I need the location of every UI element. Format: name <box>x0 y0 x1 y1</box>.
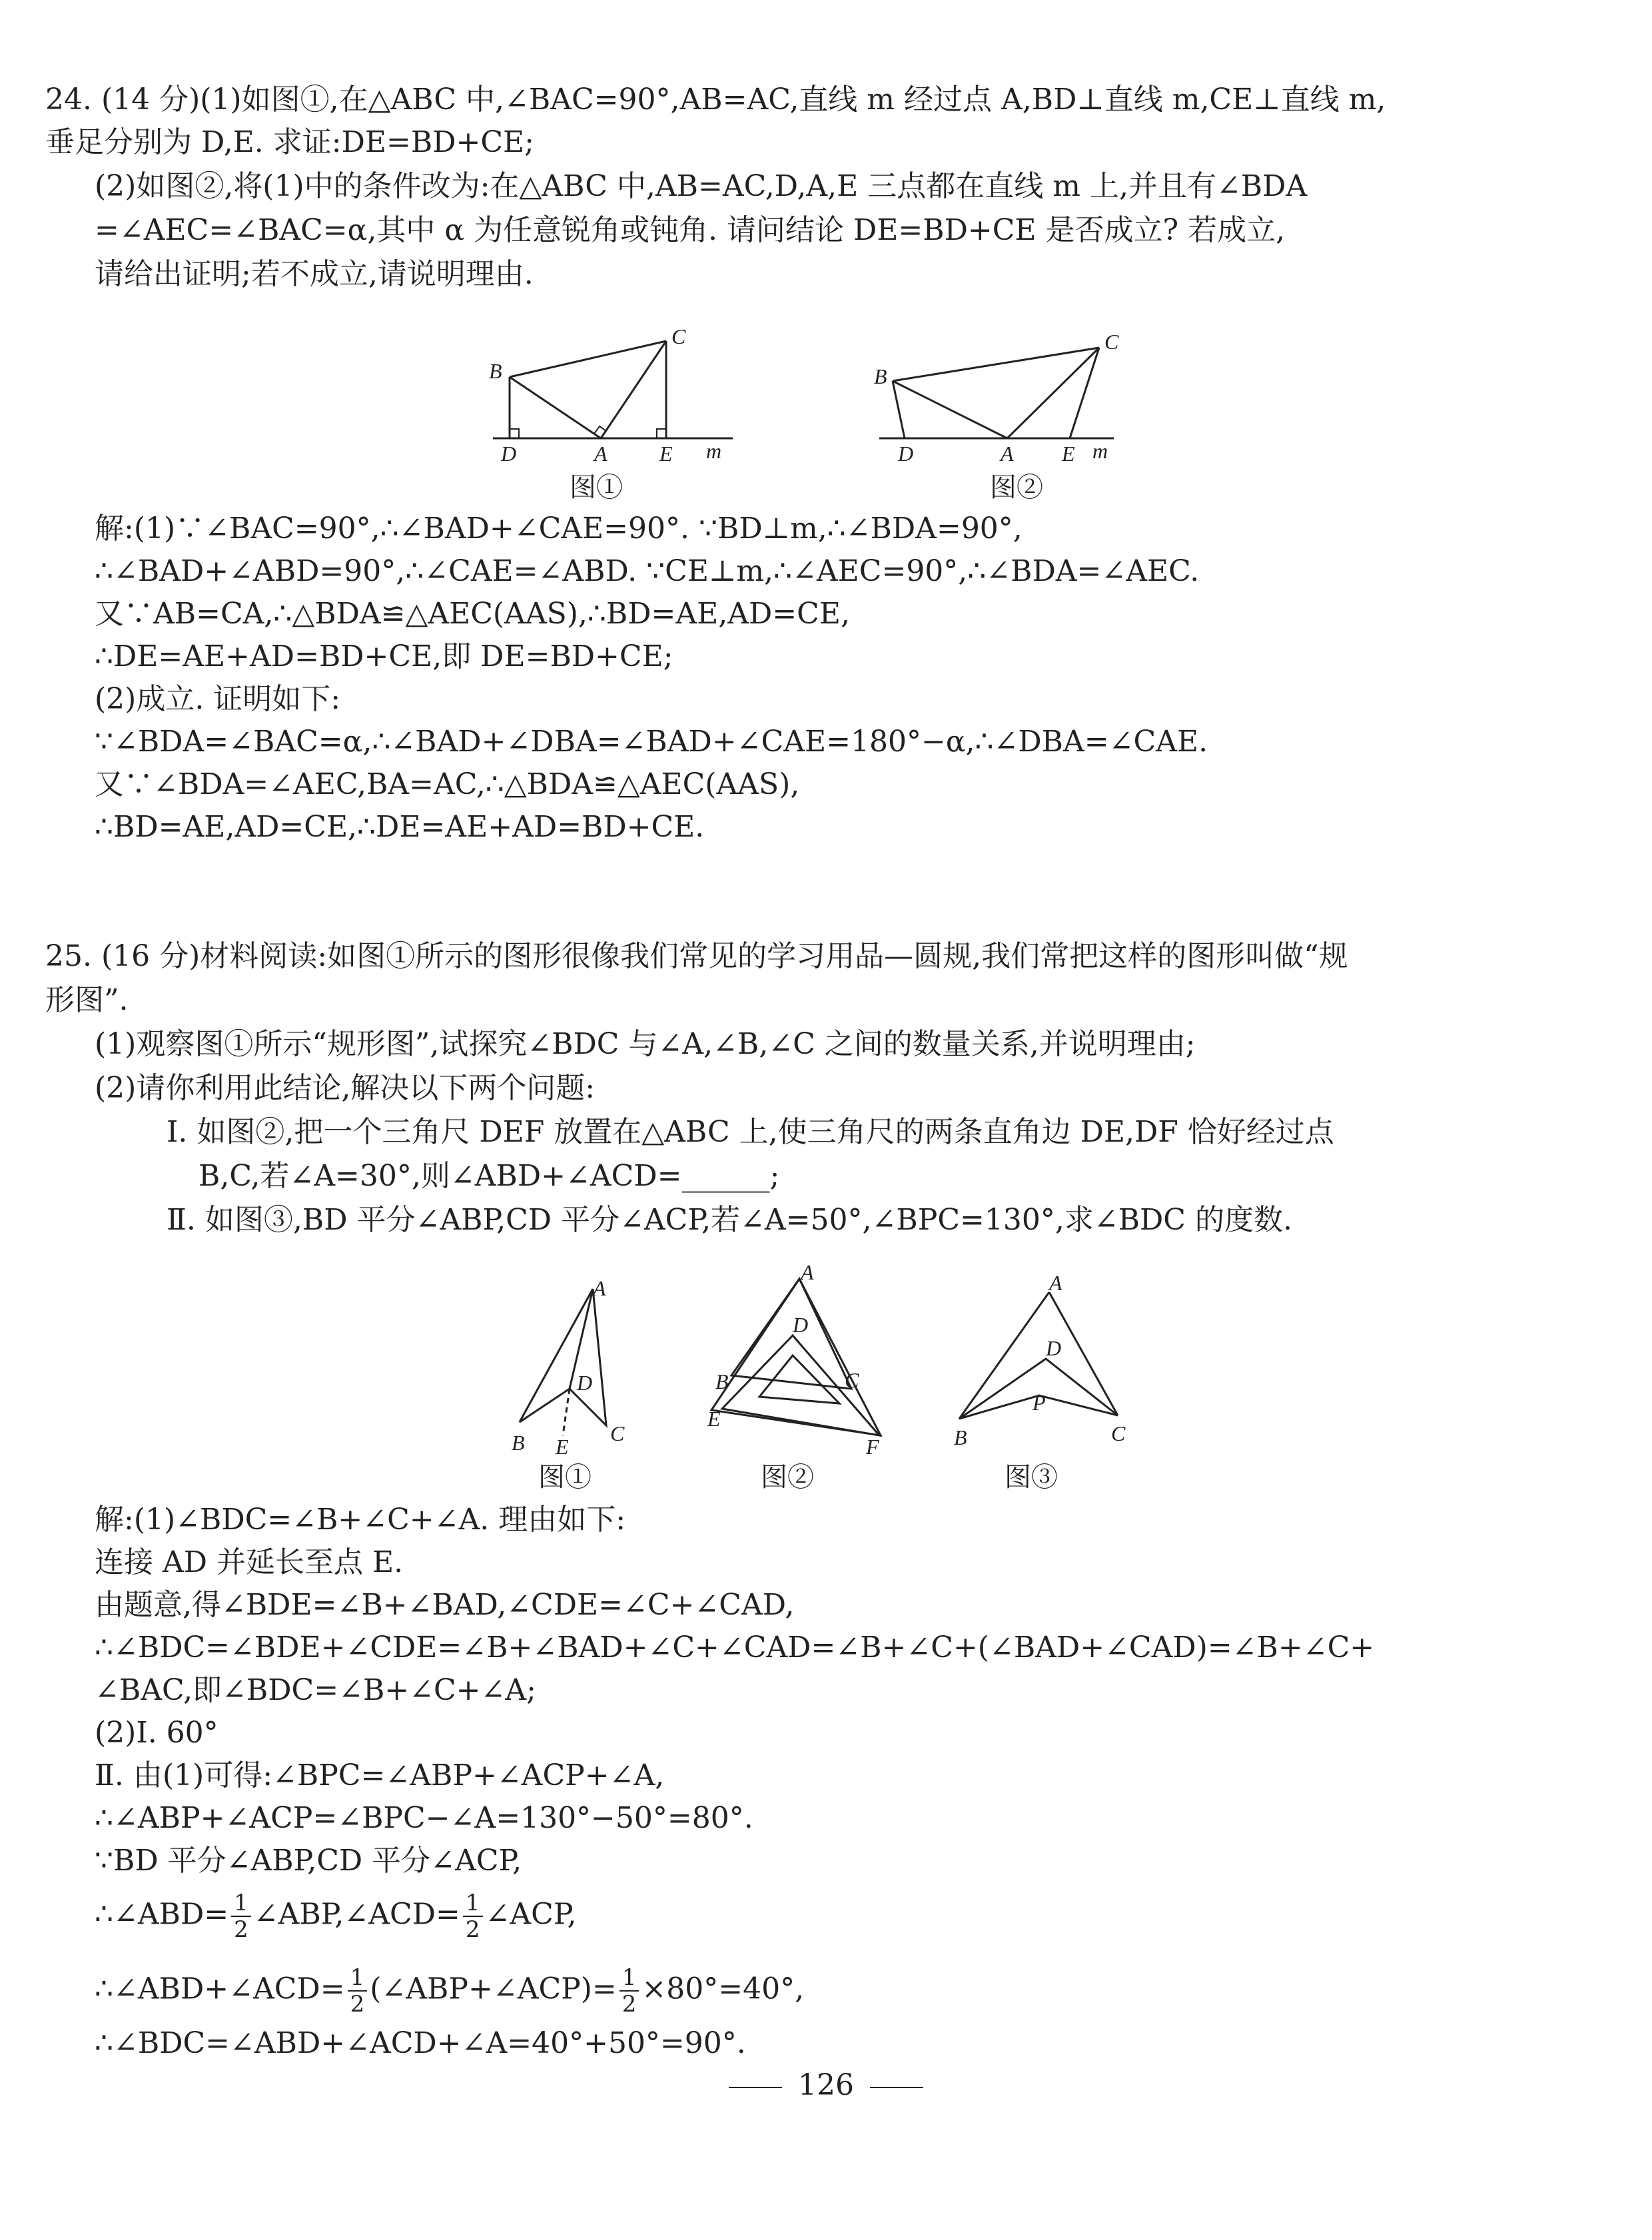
label-d: D <box>577 1371 593 1395</box>
q25-solution-7: Ⅱ. 由(1)可得:∠BPC=∠ABP+∠ACP+∠A, <box>95 1758 665 1792</box>
q25-figure-3 <box>939 1269 1132 1455</box>
label-c: C <box>1111 1421 1126 1445</box>
q24-line-2: 垂足分别为 D,E. 求证:DE=BD+CE; <box>45 125 534 159</box>
q25-line-1: 25. (16 分)材料阅读:如图①所示的图形很像我们常见的学习用品—圆规,我们常把这样的图形叫做“规 <box>45 939 1348 973</box>
q24-line-3: (2)如图②,将(1)中的条件改为:在△ABC 中,AB=AC,D,A,E 三点都在直线 m 上,并且有∠BDA <box>95 169 1308 203</box>
q24-solution-6: ∵∠BDA=∠BAC=α,∴∠BAD+∠DBA=∠BAD+∠CAE=180°−α,∴∠DBA=∠CAE. <box>95 725 1208 759</box>
label-m: m <box>706 439 722 463</box>
label-d: D <box>793 1313 809 1337</box>
q25-solution-4: ∴∠BDC=∠BDE+∠CDE=∠B+∠BAD+∠C+∠CAD=∠B+∠C+(∠BAD+∠CAD)=∠B+∠C+ <box>95 1631 1375 1665</box>
q24-figure-2-caption: 图② <box>990 472 1043 503</box>
q25-figure-1 <box>500 1276 659 1462</box>
q25-solution-11: ∴∠ABD+∠ACD= $\frac{1}{2}$ (∠ABP+∠ACP)= $\frac{1}{2}$ ×80°=40°, <box>95 1964 805 2018</box>
label-e: E <box>707 1407 721 1431</box>
label-e: E <box>556 1435 569 1459</box>
label-c: C <box>610 1421 625 1445</box>
label-d: D <box>898 442 914 466</box>
seg-ac <box>601 341 666 438</box>
q25-solution-9: ∵BD 平分∠ABP,CD 平分∠ACP, <box>95 1844 522 1878</box>
label-b: B <box>489 359 502 383</box>
label-e: E <box>1062 442 1075 466</box>
q25-line-5: Ⅰ. 如图②,把一个三角尺 DEF 放置在△ABC 上,使三角尺的两条直角边 DE,DF 恰好经过点 <box>167 1115 1334 1149</box>
label-d: D <box>1046 1336 1062 1360</box>
q25-solution-10: ∴∠ABD= $\frac{1}{2}$ ∠ABP,∠ACD= $\frac{1}{2}$ ∠ACP, <box>95 1890 577 1943</box>
label-b: B <box>954 1425 967 1449</box>
label-b: B <box>715 1369 729 1393</box>
q25-figure-3-caption: 图③ <box>1005 1462 1058 1493</box>
fraction-half: $\frac{1}{2}$ <box>620 1965 639 2017</box>
q24-line-1: 24. (14 分)(1)如图①,在△ABC 中,∠BAC=90°,AB=AC,直线 m 经过点 A,BD⊥直线 m,CE⊥直线 m, <box>45 83 1386 117</box>
q24-solution-7: 又∵∠BDA=∠AEC,BA=AC,∴△BDA≌△AEC(AAS), <box>95 767 800 801</box>
fraction-half: $\frac{1}{2}$ <box>463 1890 483 1942</box>
q25-solution-1: 解:(1)∠BDC=∠B+∠C+∠A. 理由如下: <box>95 1503 626 1537</box>
q25-figure-2-caption: 图② <box>761 1462 814 1493</box>
label-d: D <box>501 442 517 466</box>
q25-solution-12: ∴∠BDC=∠ABD+∠ACD+∠A=40°+50°=90°. <box>95 2026 746 2060</box>
q24-figure-2 <box>866 326 1132 466</box>
q25-line-3: (1)观察图①所示“规形图”,试探究∠BDC 与∠A,∠B,∠C 之间的数量关系,并说明理由; <box>95 1027 1196 1061</box>
label-b: B <box>874 364 887 388</box>
label-p: P <box>1032 1391 1046 1415</box>
label-m: m <box>1092 439 1108 463</box>
seg-bd <box>893 381 905 438</box>
q24-solution-5: (2)成立. 证明如下: <box>95 682 341 716</box>
q25-line-4: (2)请你利用此结论,解决以下两个问题: <box>95 1071 596 1105</box>
page-number: 126 <box>798 2068 854 2102</box>
label-c: C <box>671 324 686 348</box>
q25-line-2: 形图”. <box>45 983 129 1017</box>
q24-solution-3: 又∵AB=CA,∴△BDA≌△AEC(AAS),∴BD=AE,AD=CE, <box>95 597 850 631</box>
q24-solution-4: ∴DE=AE+AD=BD+CE,即 DE=BD+CE; <box>95 639 673 673</box>
q25-solution-3: 由题意,得∠BDE=∠B+∠BAD,∠CDE=∠C+∠CAD, <box>95 1588 795 1622</box>
page-footer <box>0 2068 1652 2102</box>
label-c: C <box>1104 330 1119 354</box>
label-a: A <box>801 1262 814 1284</box>
label-a: A <box>1001 442 1014 466</box>
fraction-half: $\frac{1}{2}$ <box>348 1965 368 2017</box>
q25-figure-1-caption: 图① <box>538 1462 592 1493</box>
seg-ba <box>893 381 1007 438</box>
label-b: B <box>512 1431 525 1455</box>
q24-figure-1-caption: 图① <box>570 472 623 503</box>
seg-ba <box>510 377 601 438</box>
q25-solution-2: 连接 AD 并延长至点 E. <box>95 1545 404 1579</box>
q24-line-5: 请给出证明;若不成立,请说明理由. <box>95 257 534 291</box>
label-f: F <box>866 1435 879 1459</box>
seg-bc <box>893 348 1099 381</box>
q24-line-4: =∠AEC=∠BAC=α,其中 α 为任意锐角或钝角. 请问结论 DE=BD+CE 是否成立? 若成立, <box>95 213 1286 247</box>
q24-solution-8: ∴BD=AE,AD=CE,∴DE=AE+AD=BD+CE. <box>95 810 705 844</box>
q25-solution-8: ∴∠ABP+∠ACP=∠BPC−∠A=130°−50°=80°. <box>95 1801 753 1835</box>
seg-bc <box>510 341 666 377</box>
q25-solution-6: (2)Ⅰ. 60° <box>95 1716 218 1750</box>
q24-solution-1: 解:(1)∵∠BAC=90°,∴∠BAD+∠CAE=90°. ∵BD⊥m,∴∠BDA=90°, <box>95 512 1023 546</box>
label-a: A <box>1049 1271 1062 1295</box>
label-e: E <box>659 442 673 466</box>
label-a: A <box>594 442 608 466</box>
label-a: A <box>593 1276 606 1300</box>
q25-solution-5: ∠BAC,即∠BDC=∠B+∠C+∠A; <box>95 1673 537 1707</box>
label-c: C <box>845 1368 859 1392</box>
q24-solution-2: ∴∠BAD+∠ABD=90°,∴∠CAE=∠ABD. ∵CE⊥m,∴∠AEC=90°,∴∠BDA=∠AEC. <box>95 554 1200 588</box>
q25-figure-2 <box>699 1262 893 1462</box>
q25-line-6: B,C,若∠A=30°,则∠ABD+∠ACD=______; <box>199 1159 780 1193</box>
q24-figure-1 <box>480 320 733 466</box>
fraction-half: $\frac{1}{2}$ <box>231 1890 251 1942</box>
q25-line-7: Ⅱ. 如图③,BD 平分∠ABP,CD 平分∠ACP,若∠A=50°,∠BPC=130°,求∠BDC 的度数. <box>167 1203 1292 1237</box>
